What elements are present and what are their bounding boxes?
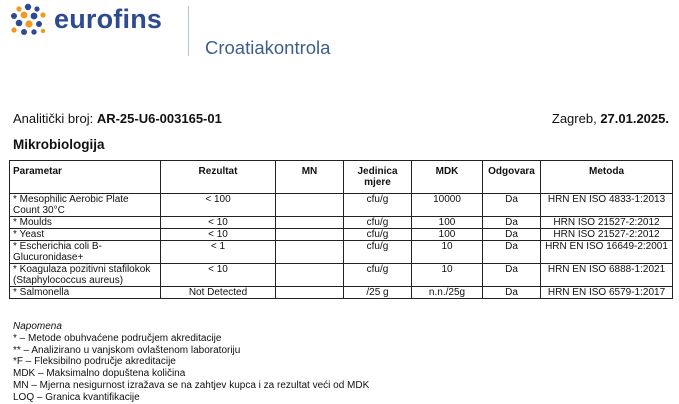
cell-parametar: * Escherichia coli B-Glucuronidase+ bbox=[10, 241, 161, 264]
cell-odgovara: Da bbox=[483, 287, 541, 299]
cell-rezultat: < 10 bbox=[161, 264, 276, 287]
table-header-row bbox=[10, 161, 673, 194]
cell-parametar: * Yeast bbox=[10, 229, 161, 241]
cell-mdk: 100 bbox=[412, 229, 483, 241]
table-row bbox=[10, 287, 673, 299]
cell-jedinica: cfu/g bbox=[344, 194, 412, 217]
date-block bbox=[552, 111, 669, 127]
cell-odgovara: Da bbox=[483, 241, 541, 264]
cell-metoda: HRN EN ISO 6579-1:2017 bbox=[541, 287, 673, 299]
col-header-odgovara: Odgovara bbox=[483, 161, 541, 194]
col-header-mn: MN bbox=[276, 161, 344, 194]
cell-mdk: 10 bbox=[412, 241, 483, 264]
table-row bbox=[10, 264, 673, 287]
notes-title: Napomena bbox=[13, 321, 62, 332]
notes-block bbox=[13, 321, 369, 404]
note-line: ** – Analizirano u vanjskom ovlaštenom laboratoriju bbox=[13, 344, 241, 356]
cell-metoda: HRN ISO 21527-2:2012 bbox=[541, 229, 673, 241]
cell-parametar: * Mesophilic Aerobic Plate Count 30°C bbox=[10, 194, 161, 217]
cell-odgovara: Da bbox=[483, 194, 541, 217]
cell-rezultat: < 1 bbox=[161, 241, 276, 264]
eurofins-logo-icon bbox=[10, 3, 50, 39]
cell-parametar: * Moulds bbox=[10, 217, 161, 229]
cell-rezultat: < 100 bbox=[161, 194, 276, 217]
note-line: LOQ – Granica kvantifikacije bbox=[13, 391, 140, 403]
col-header-rezultat: Rezultat bbox=[161, 161, 276, 194]
cell-metoda: HRN EN ISO 4833-1:2013 bbox=[541, 194, 673, 217]
cell-rezultat: Not Detected bbox=[161, 287, 276, 299]
cell-parametar: * Salmonella bbox=[10, 287, 161, 299]
table-row bbox=[10, 217, 673, 229]
cell-odgovara: Da bbox=[483, 217, 541, 229]
results-table bbox=[9, 160, 673, 299]
section-title: Mikrobiologija bbox=[13, 137, 105, 152]
cell-mn bbox=[276, 229, 344, 241]
brand-name: eurofins bbox=[54, 4, 163, 34]
cell-metoda: HRN ISO 21527-2:2012 bbox=[541, 217, 673, 229]
note-line: MDK – Maksimalno dopuštena količina bbox=[13, 368, 186, 380]
cell-rezultat: < 10 bbox=[161, 229, 276, 241]
col-header-metoda: Metoda bbox=[541, 161, 673, 194]
cell-metoda: HRN EN ISO 6888-1:2021 bbox=[541, 264, 673, 287]
city: Zagreb, bbox=[551, 111, 597, 126]
cell-mdk: 10000 bbox=[412, 194, 483, 217]
cell-parametar: * Koagulaza pozitivni stafilokok (Staphylococcus aureus) bbox=[10, 264, 161, 287]
cell-mn bbox=[276, 241, 344, 264]
note-line: *F – Fleksibilno područje akreditacije bbox=[13, 356, 176, 368]
col-header-jedinica: Jedinica mjere bbox=[344, 161, 412, 194]
cell-mdk: n.n./25g bbox=[412, 287, 483, 299]
table-row bbox=[10, 241, 673, 264]
cell-mdk: 100 bbox=[412, 217, 483, 229]
cell-jedinica: cfu/g bbox=[344, 217, 412, 229]
table-row bbox=[10, 229, 673, 241]
analysis-number-block bbox=[13, 111, 222, 127]
report-header-line bbox=[13, 111, 669, 127]
cell-metoda: HRN EN ISO 16649-2:2001 bbox=[541, 241, 673, 264]
subbrand-name: Croatiakontrola bbox=[205, 37, 331, 58]
cell-jedinica: cfu/g bbox=[344, 229, 412, 241]
note-line: * – Metode obuhvaćene područjem akreditacije bbox=[13, 332, 222, 344]
note-line: MN – Mjerna nesigurnost izražava se na zahtjev kupca i za rezultat veći od MDK bbox=[13, 379, 370, 391]
table-row bbox=[10, 194, 673, 217]
header-logo bbox=[0, 0, 679, 62]
cell-odgovara: Da bbox=[483, 229, 541, 241]
cell-mn bbox=[276, 217, 344, 229]
cell-jedinica: cfu/g bbox=[344, 241, 412, 264]
analysis-label: Analitički broj: bbox=[13, 111, 94, 126]
cell-mn bbox=[276, 264, 344, 287]
cell-odgovara: Da bbox=[483, 264, 541, 287]
report-date: 27.01.2025. bbox=[600, 111, 669, 126]
cell-jedinica: cfu/g bbox=[344, 264, 412, 287]
cell-jedinica: /25 g bbox=[344, 287, 412, 299]
cell-mn bbox=[276, 287, 344, 299]
analysis-number: AR-25-U6-003165-01 bbox=[96, 111, 222, 126]
cell-mdk: 10 bbox=[412, 264, 483, 287]
col-header-mdk: MDK bbox=[412, 161, 483, 194]
cell-rezultat: < 10 bbox=[161, 217, 276, 229]
col-header-parametar: Parametar bbox=[10, 161, 161, 194]
cell-mn bbox=[276, 194, 344, 217]
logo-divider bbox=[188, 6, 189, 56]
